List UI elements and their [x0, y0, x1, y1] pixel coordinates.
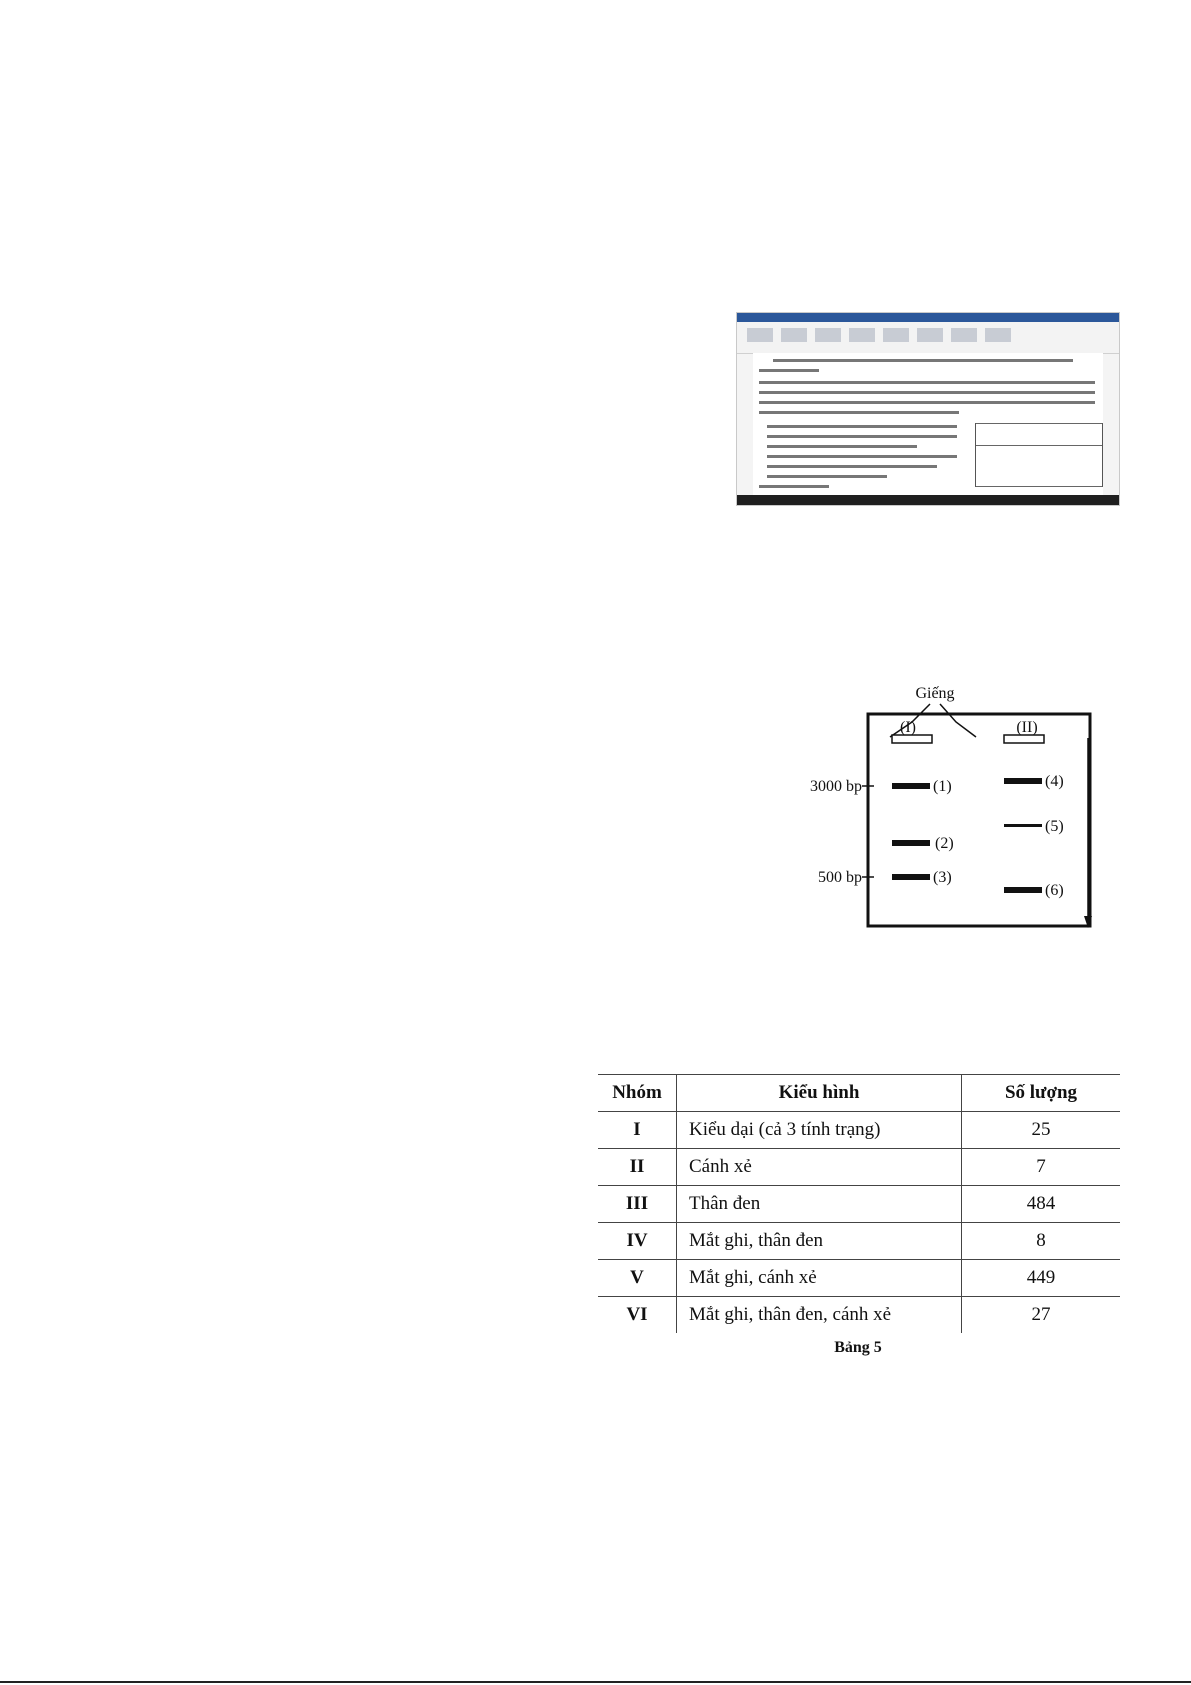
marker-500bp: 500 bp	[818, 869, 862, 886]
count-cell: 7	[962, 1149, 1121, 1186]
count-cell: 27	[962, 1297, 1121, 1334]
group-cell: II	[598, 1149, 677, 1186]
word-titlebar	[737, 313, 1119, 322]
mini-table	[975, 423, 1103, 487]
table-row	[598, 1149, 1120, 1186]
table-row	[598, 1223, 1120, 1260]
group-cell: III	[598, 1186, 677, 1223]
gel-svg	[780, 680, 1100, 930]
count-cell: 449	[962, 1260, 1121, 1297]
marker-3000bp: 3000 bp	[810, 778, 862, 795]
group-cell: VI	[598, 1297, 677, 1334]
count-cell: 484	[962, 1186, 1121, 1223]
lane-label-I: (I)	[900, 719, 916, 736]
phenotype-table	[598, 1074, 1120, 1333]
phenotype-cell: Cánh xẻ	[677, 1149, 962, 1186]
lane-label-II: (II)	[1016, 719, 1038, 736]
word-page	[753, 353, 1103, 495]
table-header-row	[598, 1075, 1120, 1112]
group-cell: V	[598, 1260, 677, 1297]
table-caption: Bảng 5	[834, 1339, 882, 1356]
phenotype-cell: Kiểu dại (cả 3 tính trạng)	[677, 1112, 962, 1149]
well-I	[892, 735, 932, 743]
band-5	[1004, 824, 1042, 827]
header-count: Số lượng	[962, 1075, 1121, 1112]
band-label-3: (3)	[933, 869, 952, 886]
phenotype-cell: Thân đen	[677, 1186, 962, 1223]
header-group: Nhóm	[598, 1075, 677, 1112]
document-screenshot-thumbnail	[736, 312, 1120, 506]
band-label-5: (5)	[1045, 818, 1064, 835]
gel-electrophoresis-diagram	[780, 680, 1100, 930]
phenotype-table-block	[598, 1074, 1120, 1357]
band-label-4: (4)	[1045, 773, 1064, 790]
band-label-6: (6)	[1045, 882, 1064, 899]
phenotype-cell: Mắt ghi, cánh xẻ	[677, 1260, 962, 1297]
phenotype-cell: Mắt ghi, thân đen	[677, 1223, 962, 1260]
page-bottom-rule	[0, 1681, 1191, 1683]
band-1	[892, 783, 930, 789]
band-label-2: (2)	[935, 835, 954, 852]
group-cell: IV	[598, 1223, 677, 1260]
count-cell: 25	[962, 1112, 1121, 1149]
phenotype-cell: Mắt ghi, thân đen, cánh xẻ	[677, 1297, 962, 1334]
band-3	[892, 874, 930, 880]
group-cell: I	[598, 1112, 677, 1149]
well-connector-right	[940, 704, 976, 737]
table-row	[598, 1112, 1120, 1149]
header-phenotype: Kiểu hình	[677, 1075, 962, 1112]
word-ribbon	[737, 322, 1119, 354]
well-II	[1004, 735, 1044, 743]
band-2	[892, 840, 930, 846]
table-row	[598, 1260, 1120, 1297]
well-label: Giếng	[915, 685, 955, 702]
band-4	[1004, 778, 1042, 784]
table-row	[598, 1186, 1120, 1223]
count-cell: 8	[962, 1223, 1121, 1260]
taskbar	[737, 495, 1119, 505]
band-6	[1004, 887, 1042, 893]
band-label-1: (1)	[933, 778, 952, 795]
table-row	[598, 1297, 1120, 1334]
